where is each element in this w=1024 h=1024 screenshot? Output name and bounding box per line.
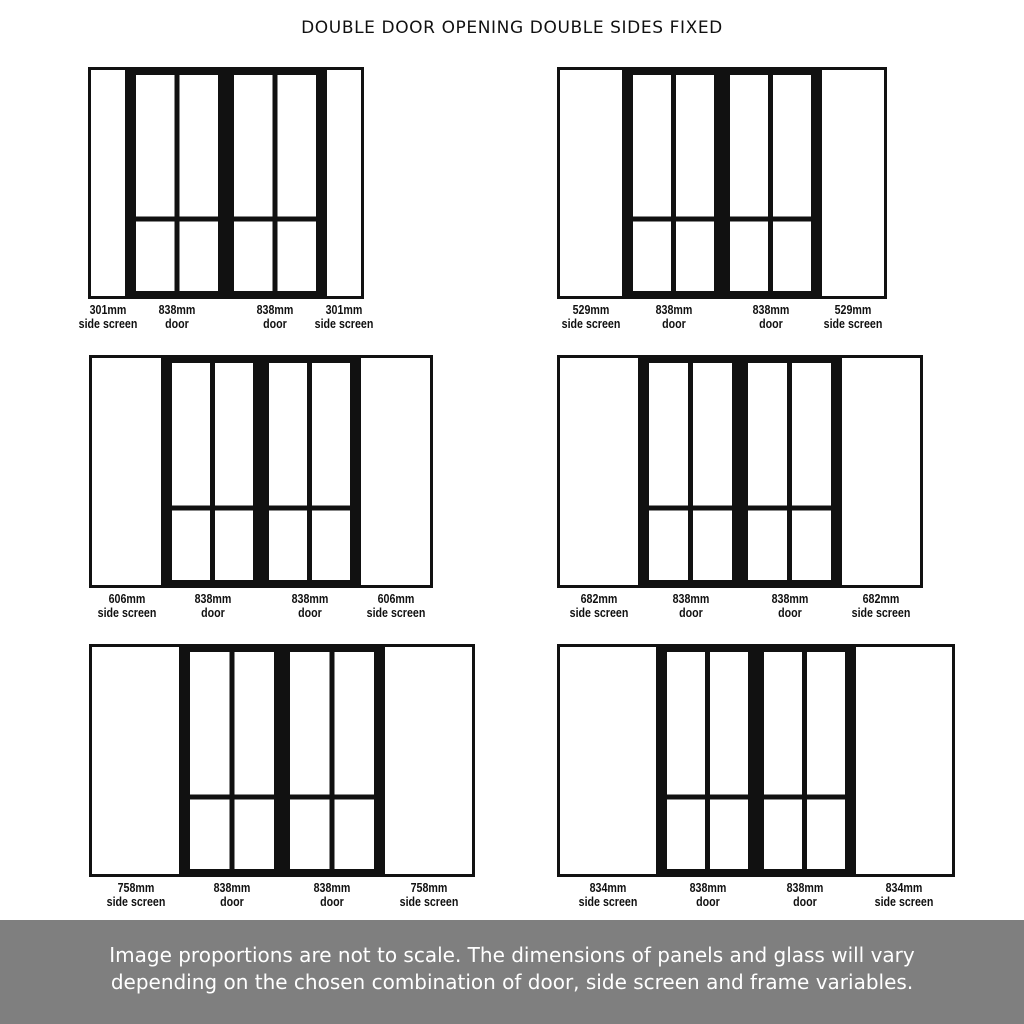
left-door-label: [176, 592, 250, 620]
vertical-muntin: [230, 648, 235, 873]
dimension-caption: side screen: [399, 894, 458, 909]
dimension-caption: side screen: [106, 894, 165, 909]
door-unit-4: [557, 355, 923, 638]
left-side-screen: [559, 69, 624, 298]
left-side-screen: [91, 357, 163, 587]
dimension-caption: door: [792, 894, 817, 909]
vertical-muntin: [671, 71, 676, 295]
left-door: [641, 355, 740, 584]
transom-bar: [132, 217, 222, 222]
disclaimer-banner: [0, 920, 1024, 1024]
right-side-screen-label: [392, 881, 466, 909]
door-unit-1: [78, 67, 374, 349]
dimension-value: 838mm: [689, 880, 726, 895]
dimension-value: 529mm: [834, 302, 872, 317]
left-door-label: [637, 303, 711, 331]
right-door: [261, 355, 358, 584]
transom-bar: [726, 217, 815, 222]
dimension-value: 606mm: [377, 591, 414, 606]
vertical-muntin: [768, 71, 773, 295]
door-unit-drawing: [557, 67, 887, 299]
door-unit-6: [557, 644, 955, 927]
vertical-muntin: [705, 648, 710, 873]
meeting-stile: [279, 644, 285, 877]
right-side-screen-label: [359, 592, 433, 620]
vertical-muntin: [175, 71, 180, 295]
door-unit-5: [89, 644, 475, 927]
right-door: [282, 644, 382, 873]
meeting-stile: [719, 67, 725, 299]
left-door-label: [654, 592, 728, 620]
left-side-screen-label: [90, 592, 164, 620]
left-door: [128, 67, 226, 295]
dimension-value: 834mm: [589, 880, 627, 895]
dimension-caption: door: [220, 894, 244, 909]
dimension-value: 682mm: [580, 591, 618, 606]
dimension-value: 606mm: [108, 591, 145, 606]
dimension-value: 838mm: [313, 880, 351, 895]
transom-bar: [286, 795, 378, 800]
dimension-caption: side screen: [851, 605, 911, 620]
left-door: [659, 644, 756, 873]
dimension-caption: door: [758, 316, 783, 331]
dimension-caption: door: [165, 316, 189, 331]
dimension-value: 838mm: [655, 302, 692, 317]
dimension-caption: side screen: [366, 605, 425, 620]
dimension-caption: door: [777, 605, 802, 620]
meeting-stile: [223, 67, 229, 299]
right-door-label: [295, 881, 369, 909]
transom-bar: [629, 217, 718, 222]
dimension-caption: side screen: [569, 605, 629, 620]
door-unit-drawing: [89, 644, 475, 877]
transom-bar: [744, 506, 835, 511]
left-side-screen-label: [562, 592, 636, 620]
right-door: [740, 355, 839, 584]
right-door: [226, 67, 324, 295]
right-side-screen-label: [867, 881, 941, 909]
disclaimer-line-2: depending on the chosen combination of door, side screen and frame variables.: [110, 970, 914, 994]
dimension-value: 758mm: [117, 880, 154, 895]
vertical-muntin: [330, 648, 335, 873]
dimension-value: 838mm: [786, 880, 823, 895]
dimension-caption: door: [297, 605, 322, 620]
right-door-label: [238, 303, 312, 331]
left-side-screen: [559, 357, 640, 587]
right-side-screen: [821, 69, 886, 298]
door-unit-2: [557, 67, 887, 349]
right-door-label: [273, 592, 347, 620]
right-door-label: [734, 303, 808, 331]
left-side-screen-label: [99, 881, 173, 909]
dimension-value: 834mm: [885, 880, 923, 895]
vertical-muntin: [802, 648, 807, 873]
left-door-label: [195, 881, 269, 909]
transom-bar: [230, 217, 320, 222]
transom-bar: [663, 795, 752, 800]
left-door: [182, 644, 282, 873]
right-door: [722, 67, 819, 295]
page-title: DOUBLE DOOR OPENING DOUBLE SIDES FIXED: [301, 18, 723, 38]
vertical-muntin: [787, 359, 792, 584]
dimension-caption: door: [320, 894, 344, 909]
left-door-label: [671, 881, 745, 909]
door-unit-drawing: [89, 355, 433, 588]
left-door: [625, 67, 722, 295]
right-side-screen: [384, 646, 474, 876]
dimension-value: 838mm: [672, 591, 709, 606]
meeting-stile: [258, 355, 264, 588]
dimension-caption: side screen: [578, 894, 638, 909]
left-side-screen: [559, 646, 658, 876]
dimension-value: 838mm: [213, 880, 251, 895]
transom-bar: [645, 506, 736, 511]
right-side-screen-label: [816, 303, 890, 331]
dimension-value: 838mm: [291, 591, 328, 606]
right-side-screen-label: [844, 592, 918, 620]
left-side-screen-label: [554, 303, 628, 331]
dimension-caption: door: [263, 316, 287, 331]
vertical-muntin: [273, 71, 278, 295]
right-side-screen: [855, 646, 954, 876]
transom-bar: [168, 506, 257, 511]
vertical-muntin: [688, 359, 693, 584]
dimension-caption: side screen: [78, 316, 138, 331]
door-unit-3: [89, 355, 433, 638]
disclaimer-line-1: Image proportions are not to scale. The dimensions of panels and glass will vary: [109, 943, 915, 967]
right-door: [756, 644, 853, 873]
dimension-value: 758mm: [410, 880, 447, 895]
transom-bar: [186, 795, 278, 800]
meeting-stile: [737, 355, 743, 588]
door-unit-drawing: [557, 355, 923, 588]
dimension-caption: side screen: [314, 316, 374, 331]
transom-bar: [265, 506, 354, 511]
left-door-label: [140, 303, 214, 331]
dimension-value: 529mm: [572, 302, 610, 317]
dimension-caption: door: [678, 605, 703, 620]
dimension-value: 301mm: [89, 302, 127, 317]
dimension-caption: side screen: [561, 316, 621, 331]
dimension-value: 838mm: [158, 302, 196, 317]
left-side-screen-label: [571, 881, 645, 909]
right-side-screen-label: [307, 303, 381, 331]
vertical-muntin: [210, 359, 215, 584]
right-side-screen: [326, 69, 363, 298]
dimension-caption: side screen: [874, 894, 934, 909]
right-side-screen: [360, 357, 432, 587]
vertical-muntin: [307, 359, 312, 584]
dimension-caption: door: [695, 894, 720, 909]
dimension-caption: side screen: [823, 316, 883, 331]
left-side-screen-label: [71, 303, 145, 331]
dimension-value: 838mm: [771, 591, 808, 606]
dimension-caption: door: [661, 316, 686, 331]
dimension-value: 838mm: [256, 302, 294, 317]
door-unit-drawing: [88, 67, 364, 299]
left-door: [164, 355, 261, 584]
right-side-screen: [841, 357, 922, 587]
transom-bar: [760, 795, 849, 800]
dimension-value: 838mm: [194, 591, 231, 606]
dimension-caption: side screen: [97, 605, 156, 620]
right-door-label: [768, 881, 842, 909]
dimension-caption: door: [200, 605, 225, 620]
dimension-value: 301mm: [325, 302, 363, 317]
left-side-screen: [90, 69, 127, 298]
left-side-screen: [91, 646, 181, 876]
meeting-stile: [753, 644, 759, 877]
door-unit-drawing: [557, 644, 955, 877]
dimension-value: 838mm: [752, 302, 789, 317]
dimension-value: 682mm: [862, 591, 900, 606]
right-door-label: [753, 592, 827, 620]
